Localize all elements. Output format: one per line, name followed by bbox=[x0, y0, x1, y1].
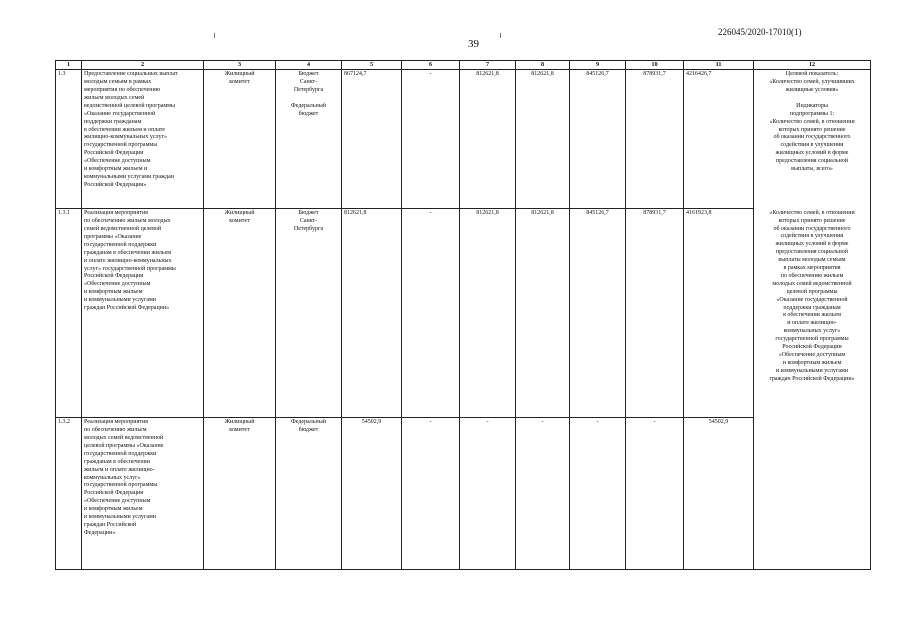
value-col-11: 4216426,7 bbox=[684, 70, 754, 209]
header-cell: 1 bbox=[56, 61, 82, 70]
value-col-8: 812621,8 bbox=[516, 70, 570, 209]
value-col-9: 845126,7 bbox=[570, 209, 626, 418]
activity-name: Реализация мероприятия по обеспечению жильем молодых семей ведомственной целевой программы «Оказание государственной поддержки гражданам в обеспечении жильем и оплате жилищно- коммунальных услуг» государственной программы Российской Федерации «Обеспечение доступным и комфортным жильем и коммунальными услугами граждан Российской Федерации» bbox=[82, 418, 204, 570]
indicator-text: «Количество семей, в отношении которых принято решение об оказании государственного содействия в улучшении жилищных условий в форме предоставления социальной выплаты молодым семьям в рамках мероприятия по обеспечению жильем молодых семей ведомственной целевой программы «Оказание государственной поддержки гражданам в обеспечении жильем и оплате жилищно- коммунальных услуг» государственной программы Российской Федерации «Обеспечение доступным и комфортным жильем и коммунальными услугами граждан Российской Федерации» bbox=[754, 209, 871, 418]
scan-mark bbox=[214, 33, 215, 38]
row-number: 1.3.1 bbox=[56, 209, 82, 418]
value-col-10: - bbox=[626, 418, 684, 570]
header-cell: 12 bbox=[754, 61, 871, 70]
header-cell: 4 bbox=[276, 61, 342, 70]
row-number: 1.3.2 bbox=[56, 418, 82, 570]
funding-source: Федеральный бюджет bbox=[276, 418, 342, 570]
executor: Жилищный комитет bbox=[204, 70, 276, 209]
header-cell: 2 bbox=[82, 61, 204, 70]
header-cell: 3 bbox=[204, 61, 276, 70]
header-cell: 11 bbox=[684, 61, 754, 70]
value-col-5: 812621,8 bbox=[342, 209, 402, 418]
value-col-6: - bbox=[402, 209, 460, 418]
doc-id: 226045/2020-17010(1) bbox=[718, 27, 802, 37]
header-cell: 7 bbox=[460, 61, 516, 70]
table-header-row bbox=[56, 61, 871, 70]
executor: Жилищный комитет bbox=[204, 209, 276, 418]
row-number: 1.3 bbox=[56, 70, 82, 209]
value-col-8: - bbox=[516, 418, 570, 570]
value-col-5: 867124,7 bbox=[342, 70, 402, 209]
value-col-10: 878931,7 bbox=[626, 70, 684, 209]
value-col-11: 4161923,8 bbox=[684, 209, 754, 418]
funding-source: Бюджет Санкт- Петербурга Федеральный бюджет bbox=[276, 70, 342, 209]
value-col-5: 54502,9 bbox=[342, 418, 402, 570]
indicator-text: Целевой показатель: «Количество семей, улучшивших жилищные условия» Индикаторы подпрограммы 1: «Количество семей, в отношении которых принято решение об оказании государственного содействия в улучшении жилищных условий в форме предоставления социальной выплаты, всего» bbox=[754, 70, 871, 209]
header-cell: 9 bbox=[570, 61, 626, 70]
page-number: 39 bbox=[468, 38, 479, 50]
value-col-7: 812621,8 bbox=[460, 209, 516, 418]
value-col-6: - bbox=[402, 70, 460, 209]
indicator-cell-empty bbox=[754, 418, 871, 570]
header-cell: 6 bbox=[402, 61, 460, 70]
header-cell: 8 bbox=[516, 61, 570, 70]
value-col-11: 54502,9 bbox=[684, 418, 754, 570]
value-col-6: - bbox=[402, 418, 460, 570]
value-col-7: - bbox=[460, 418, 516, 570]
activity-name: Реализация мероприятия по обеспечению жильем молодых семей ведомственной целевой программы «Оказание государственной поддержки гражданам в обеспечении жильем и оплате жилищно-коммунальных услуг» государственной программы Российской Федерации «Обеспечение доступным и комфортным жильем и коммунальными услугами граждан Российской Федерации» bbox=[82, 209, 204, 418]
header-cell: 10 bbox=[626, 61, 684, 70]
value-col-8: 812621,8 bbox=[516, 209, 570, 418]
value-col-9: - bbox=[570, 418, 626, 570]
executor: Жилищный комитет bbox=[204, 418, 276, 570]
table-row bbox=[56, 209, 871, 418]
value-col-9: 845126,7 bbox=[570, 70, 626, 209]
funding-source: Бюджет Санкт- Петербурга bbox=[276, 209, 342, 418]
header-cell: 5 bbox=[342, 61, 402, 70]
program-table bbox=[55, 60, 871, 570]
value-col-7: 812621,8 bbox=[460, 70, 516, 209]
table-row bbox=[56, 70, 871, 209]
activity-name: Предоставление социальных выплат молодым семьям в рамках мероприятия по обеспечению жильем молодых семей ведомственной целевой программы «Оказание государственной поддержки гражданам в обеспечении жильем и оплате жилищно-коммунальных услуг» государственной программы Российской Федерации «Обеспечение доступным и комфортным жильем и коммунальными услугами граждан Российской Федерации» bbox=[82, 70, 204, 209]
table-row bbox=[56, 418, 871, 570]
value-col-10: 878931,7 bbox=[626, 209, 684, 418]
scan-mark bbox=[500, 33, 501, 38]
